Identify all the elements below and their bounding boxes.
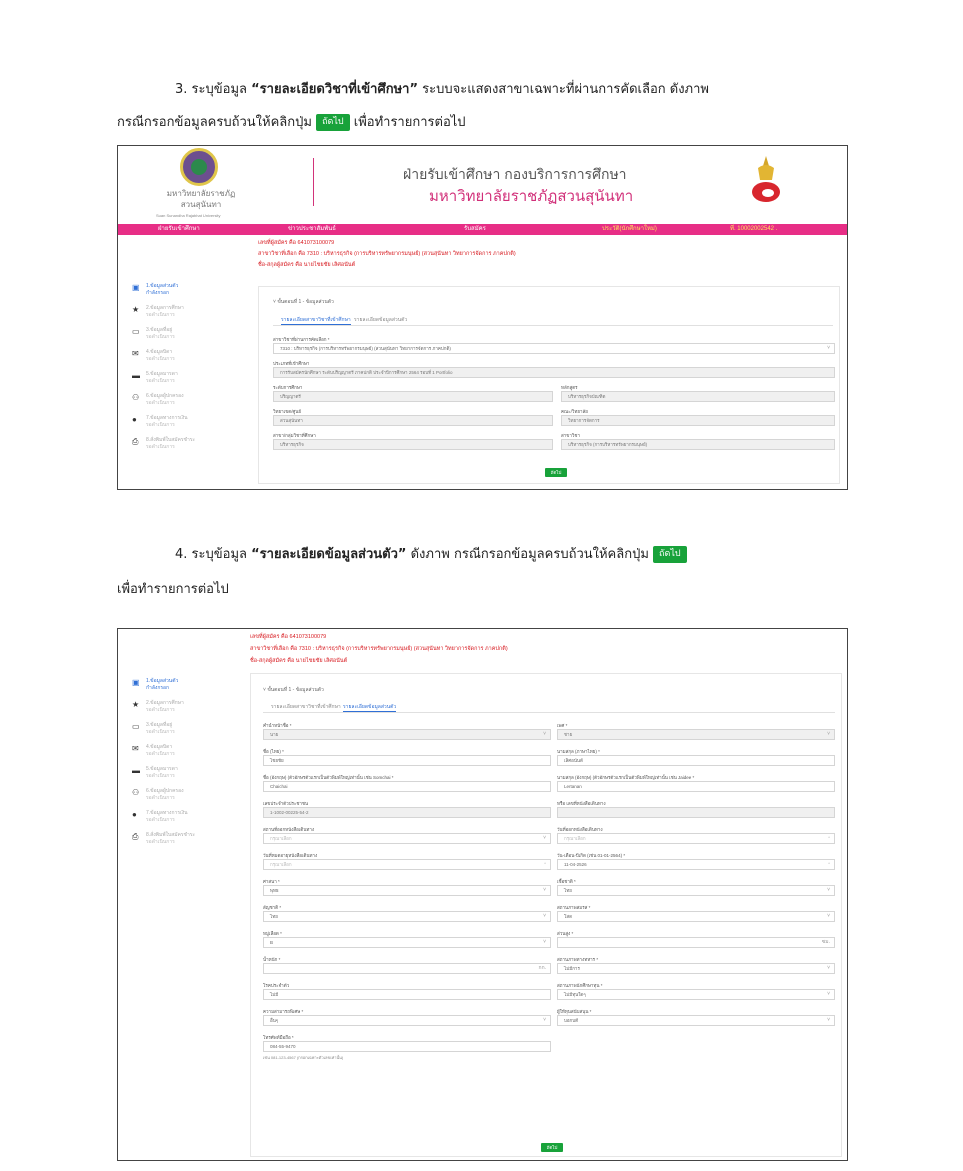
next-button[interactable]: ถัดไป — [541, 1143, 563, 1152]
card-icon: ▬ — [132, 766, 140, 775]
faculty-field: วิทยาการจัดการ — [561, 415, 835, 426]
first-name-input[interactable]: ไชยชัย — [263, 755, 551, 766]
talent-select[interactable]: อื่นๆ ˅ — [263, 1015, 551, 1026]
calendar-icon: ▫ — [828, 835, 830, 841]
nav-user[interactable]: ที่. 10002002542 . — [730, 226, 778, 232]
star-icon: ★ — [132, 700, 140, 709]
passport-field — [557, 807, 835, 818]
sidebar-item-education[interactable]: ★ 2.ข้อมูลการศึกษา รอดำเนินการ — [132, 700, 184, 713]
phone-help: เช่น 081-123-4567 (กรอกเฉพาะตัวเลขเท่านั้น) — [263, 1055, 344, 1060]
crest-icon — [746, 154, 786, 206]
group-field: บริหารธุรกิจ — [273, 439, 553, 450]
sidebar-item-guardian[interactable]: ⚇ 6.ข้อมูลผู้ปกครอง รอดำเนินการ — [132, 393, 184, 406]
scholarship-select[interactable]: ไม่มีทุนใดๆ ˅ — [557, 989, 835, 1000]
header-subtitle: มหาวิทยาลัยราชภัฏสวนสุนันทา — [429, 188, 634, 205]
chevron-down-icon: ˅ — [543, 1017, 546, 1023]
step3-line1: 3. ระบุข้อมูล “รายละเอียดวิชาที่เข้าศึกษา” ระบบจะแสดงสาขาเฉพาะที่ผ่านการคัดเลือก ดังภาพ — [175, 82, 709, 97]
chevron-down-icon: ˅ — [543, 913, 546, 919]
nav-admission[interactable]: ฝ่ายรับเข้าศึกษา — [158, 226, 200, 232]
users-icon: ⚇ — [132, 393, 140, 402]
first-name-en-input[interactable]: Chaichai — [263, 781, 551, 792]
sidebar-item-address[interactable]: ▭ 3.ข้อมูลที่อยู่ รอดำเนินการ — [132, 722, 175, 735]
panel-title[interactable]: ˅ ขั้นตอนที่ 1 - ข้อมูลส่วนตัว — [263, 687, 324, 693]
sub-major-field: บริหารธุรกิจ (การบริหารทรัพยากรมนุษย์) — [561, 439, 835, 450]
level-field: ปริญญาตรี — [273, 391, 553, 402]
nationality-select[interactable]: ไทย ˅ — [263, 911, 551, 922]
phone-input[interactable]: 084-55-9470 — [263, 1041, 551, 1052]
chevron-down-icon: ˅ — [543, 731, 546, 737]
nav-apply[interactable]: รับสมัคร — [464, 226, 486, 232]
sidebar-item-mother[interactable]: ▬ 5.ข้อมูลมารดา รอดำเนินการ — [132, 766, 178, 779]
passport-place-select[interactable]: กรุณาเลือก ˅ — [263, 833, 551, 844]
person-icon: ▣ — [132, 283, 140, 292]
sidebar-item-father[interactable]: ✉ 4.ข้อมูลบิดา รอดำเนินการ — [132, 744, 175, 757]
sidebar-item-address[interactable]: ▭ 3.ข้อมูลที่อยู่ รอดำเนินการ — [132, 327, 175, 340]
university-logo — [180, 148, 218, 186]
birth-date-input[interactable]: 11-04-2526 ▫ — [557, 859, 835, 870]
reg-no: เลขที่ผู้สมัคร คือ 641073100079 — [258, 240, 335, 246]
check-icon: ● — [132, 415, 137, 424]
sidebar-item-personal[interactable]: ▣ 1.ข้อมูลส่วนตัว กำลังกรอก — [132, 283, 179, 296]
sidebar-item-mother[interactable]: ▬ 5.ข้อมูลมารดา รอดำเนินการ — [132, 371, 178, 384]
panel-title[interactable]: ˅ ขั้นตอนที่ 1 - ข้อมูลส่วนตัว — [273, 299, 334, 305]
campus-field: สวนสุนันทา — [273, 415, 553, 426]
check-icon: ● — [132, 810, 137, 819]
weight-input[interactable]: กก. — [263, 963, 551, 974]
passport-issue-date[interactable]: กรุณาเลือก ▫ — [557, 833, 835, 844]
applicant-name: ชื่อ-สกุลผู้สมัคร คือ นายไชยชัย เลิศอนันต์ — [258, 262, 356, 268]
selected-major: สาขาวิชาที่เลือก คือ 7310 : บริหารธุรกิจ (การบริหารทรัพยากรมนุษย์) (สวนสุนันทา วิทยาการจัดการ ภาคปกติ) — [250, 646, 508, 652]
course-field: บริหารธุรกิจบัณฑิต — [561, 391, 835, 402]
next-chip: ถัดไป — [316, 114, 350, 131]
tab-personal[interactable]: รายละเอียดข้อมูลส่วนตัว — [343, 704, 397, 710]
chevron-down-icon: ˅ — [827, 965, 830, 971]
major-select[interactable]: 7310 : บริหารธุรกิจ (การบริหารทรัพยากรมนุษย์) (สวนสุนันทา วิทยาการจัดการ ภาคปกติ) ˅ — [273, 343, 835, 354]
uni-name-en: Suan Sunandha Rajabhat University — [156, 213, 221, 218]
sidebar-item-guardian[interactable]: ⚇ 6.ข้อมูลผู้ปกครอง รอดำเนินการ — [132, 788, 184, 801]
round-field: การรับสมัครนักศึกษา ระดับปริญญาตรี ภาคปกติ ประจำปีการศึกษา 2564 รอบที่ 1 Portfolio — [273, 367, 835, 378]
chevron-down-icon: ˅ — [827, 1017, 830, 1023]
form-panel: ˅ ขั้นตอนที่ 1 - ข้อมูลส่วนตัว รายละเอียดสาขาวิชาที่เข้าศึกษา รายละเอียดข้อมูลส่วนตัว สาขาวิชาที่ผ่านการคัดเลือก * 7310 : บริหารธุรกิจ (การบริหารทรัพยากรมนุษย์) (สวนสุนันทา วิทยาการจัดการ ภาคปกติ) ˅ ประเภทที่เข้าศึกษา การรับสมัครนักศึกษา ระดับปริญญาตรี ภาคปกติ ประจำปีการศึกษา 2564 รอบที่ 1 Portfolio ระดับการศึกษา ปริญญาตรี หลักสูตร บริหารธุรกิจบัณฑิต วิทยาเขต/ศูนย์ สวนสุนันทา คณะ/วิทยาลัย วิทยาการจัดการ สาขา/กลุ่มวิชาที่ศึกษา บริหารธุรกิจ สาขาวิชา บริหารธุรกิจ (การบริหารทรัพยากรมนุษย์) ถัดไป — [258, 286, 840, 484]
next-button[interactable]: ถัดไป — [545, 468, 567, 477]
blood-select[interactable]: B ˅ — [263, 937, 551, 948]
header-title: ฝ่ายรับเข้าศึกษา กองบริการการศึกษา — [403, 166, 627, 182]
sidebar-item-personal[interactable]: ▣ 1.ข้อมูลส่วนตัว กำลังกรอก — [132, 678, 179, 691]
form-panel: ˅ ขั้นตอนที่ 1 - ข้อมูลส่วนตัว รายละเอียดสาขาวิชาที่เข้าศึกษา รายละเอียดข้อมูลส่วนตัว คำนำหน้าชื่อ * นาย ˅ เพศ * ชาย ˅ ชื่อ (ไทย) * ไชยชัย นามสกุล (ภาษาไทย) * เลิศอนันต์ ชื่อ (อังกฤษ) (ตัวอักษรตัวแรกเป็นตัวพิมพ์ใหญ่เท่านั้น เช่น Somchai * Chaichai นามสกุล (อังกฤษ) (ตัวอักษรตัวแรกเป็นตัวพิมพ์ใหญ่เท่านั้น เช่น Jaidee * Lertanan เลขประจำตัวประชาชน 1-1002-00225-54-2 หรือ เลขที่หนังสือเดินทาง สถานที่ออกหนังสือเดินทาง กรุณาเลือก ˅ วันที่ออกหนังสือเดินทาง กรุณาเลือก ▫ วันที่หมดอายุหนังสือเดินทาง กรุณาเลือก ▫ วัน-เดือน-ปีเกิด (เช่น 01-01-2564) * 11-04-2526 ▫ ศาสนา * พุทธ ˅ เชื้อชาติ * ไทย ˅ สัญชาติ * ไทย ˅ สถานภาพสมรส * โสด ˅ หมู่เลือด * B ˅ ส่วนสูง * ซม. น้ำหนัก * กก. สถานภาพทางทหาร * ไม่มีการ ˅ โรคประจำตัว ไม่มี สถานภาพนักศึกษาทุน * ไม่มีทุนใดๆ ˅ ความสามารถพิเศษ * อื่นๆ ˅ ผู้ให้ทุนสนับสนุน * บอกบดี ˅ โทรศัพท์มือถือ * 084-55-9470 เช่น 081-123-4567 (กรอกเฉพาะตัวเลขเท่านั้น) ถัดไป — [250, 673, 842, 1157]
sidebar-item-print[interactable]: ⎙ 8.สั่งพิมพ์ใบสมัครชำระ รอดำเนินการ — [132, 437, 196, 450]
sidebar-item-education[interactable]: ★ 2.ข้อมูลการศึกษา รอดำเนินการ — [132, 305, 184, 318]
religion-select[interactable]: พุทธ ˅ — [263, 885, 551, 896]
step4-line2: เพื่อทำรายการต่อไป — [117, 582, 229, 597]
nav-bar — [118, 224, 847, 235]
nav-news[interactable]: ข่าวประชาสัมพันธ์ — [288, 226, 336, 232]
id-card-icon: ▭ — [132, 327, 140, 336]
chevron-down-icon: ˅ — [827, 887, 830, 893]
calendar-icon: ▫ — [828, 861, 830, 867]
id-card-icon: ▭ — [132, 722, 140, 731]
tab-major[interactable]: รายละเอียดสาขาวิชาที่เข้าศึกษา — [281, 317, 351, 323]
chevron-down-icon: ˅ — [827, 731, 830, 737]
users-icon: ⚇ — [132, 788, 140, 797]
site-header — [118, 146, 847, 224]
sponsor-select[interactable]: บอกบดี ˅ — [557, 1015, 835, 1026]
height-input[interactable]: ซม. — [557, 937, 835, 948]
race-select[interactable]: ไทย ˅ — [557, 885, 835, 896]
sex-select[interactable]: ชาย ˅ — [557, 729, 835, 740]
chevron-down-icon: ˅ — [543, 939, 546, 945]
uni-name-th: มหาวิทยาลัยราชภัฏ สวนสุนันทา — [166, 189, 236, 209]
prefix-select[interactable]: นาย ˅ — [263, 729, 551, 740]
last-name-input[interactable]: เลิศอนันต์ — [557, 755, 835, 766]
calendar-icon: ▫ — [544, 861, 546, 867]
tab-major[interactable]: รายละเอียดสาขาวิชาที่เข้าศึกษา — [271, 704, 341, 710]
disease-input[interactable]: ไม่มี — [263, 989, 551, 1000]
sidebar-item-finance[interactable]: ● 7.ข้อมูลทางการเงิน รอดำเนินการ — [132, 415, 188, 428]
step4-line1: 4. ระบุข้อมูล “รายละเอียดข้อมูลส่วนตัว” ดังภาพ กรณีกรอกข้อมูลครบถ้วนให้คลิกปุ่ม ถัดไป — [175, 543, 687, 567]
sidebar-item-father[interactable]: ✉ 4.ข้อมูลบิดา รอดำเนินการ — [132, 349, 175, 362]
sidebar-item-print[interactable]: ⎙ 8.สั่งพิมพ์ใบสมัครชำระ รอดำเนินการ — [132, 832, 196, 845]
chevron-down-icon: ˅ — [827, 345, 830, 351]
person-icon: ▣ — [132, 678, 140, 687]
print-icon: ⎙ — [132, 832, 139, 841]
passport-expiry-date[interactable]: กรุณาเลือก ▫ — [263, 859, 551, 870]
mail-icon: ✉ — [132, 744, 139, 753]
step3-line2: กรณีกรอกข้อมูลครบถ้วนให้คลิกปุ่ม ถัดไป เพื่อทำรายการต่อไป — [117, 115, 466, 130]
nav-history[interactable]: ประวัติ(นักศึกษาใหม่) — [602, 226, 657, 232]
mail-icon: ✉ — [132, 349, 139, 358]
tab-personal[interactable]: รายละเอียดข้อมูลส่วนตัว — [354, 317, 408, 323]
selected-major: สาขาวิชาที่เลือก คือ 7310 : บริหารธุรกิจ (การบริหารทรัพยากรมนุษย์) (สวนสุนันทา วิทยาการจัดการ ภาคปกติ) — [258, 251, 516, 257]
screenshot-personal-detail — [117, 628, 848, 1161]
chevron-down-icon: ˅ — [543, 835, 546, 841]
chevron-down-icon: ˅ — [827, 913, 830, 919]
next-chip: ถัดไป — [653, 546, 687, 563]
marital-select[interactable]: โสด ˅ — [557, 911, 835, 922]
applicant-name: ชื่อ-สกุลผู้สมัคร คือ นายไชยชัย เลิศอนันต์ — [250, 658, 348, 664]
military-select[interactable]: ไม่มีการ ˅ — [557, 963, 835, 974]
sidebar-item-finance[interactable]: ● 7.ข้อมูลทางการเงิน รอดำเนินการ — [132, 810, 188, 823]
citizen-id-field: 1-1002-00225-54-2 — [263, 807, 551, 818]
screenshot-major-detail — [117, 145, 848, 490]
chevron-down-icon: ˅ — [543, 887, 546, 893]
star-icon: ★ — [132, 305, 140, 314]
reg-no: เลขที่ผู้สมัคร คือ 641073100079 — [250, 634, 327, 640]
card-icon: ▬ — [132, 371, 140, 380]
last-name-en-input[interactable]: Lertanan — [557, 781, 835, 792]
print-icon: ⎙ — [132, 437, 139, 446]
chevron-down-icon: ˅ — [827, 991, 830, 997]
